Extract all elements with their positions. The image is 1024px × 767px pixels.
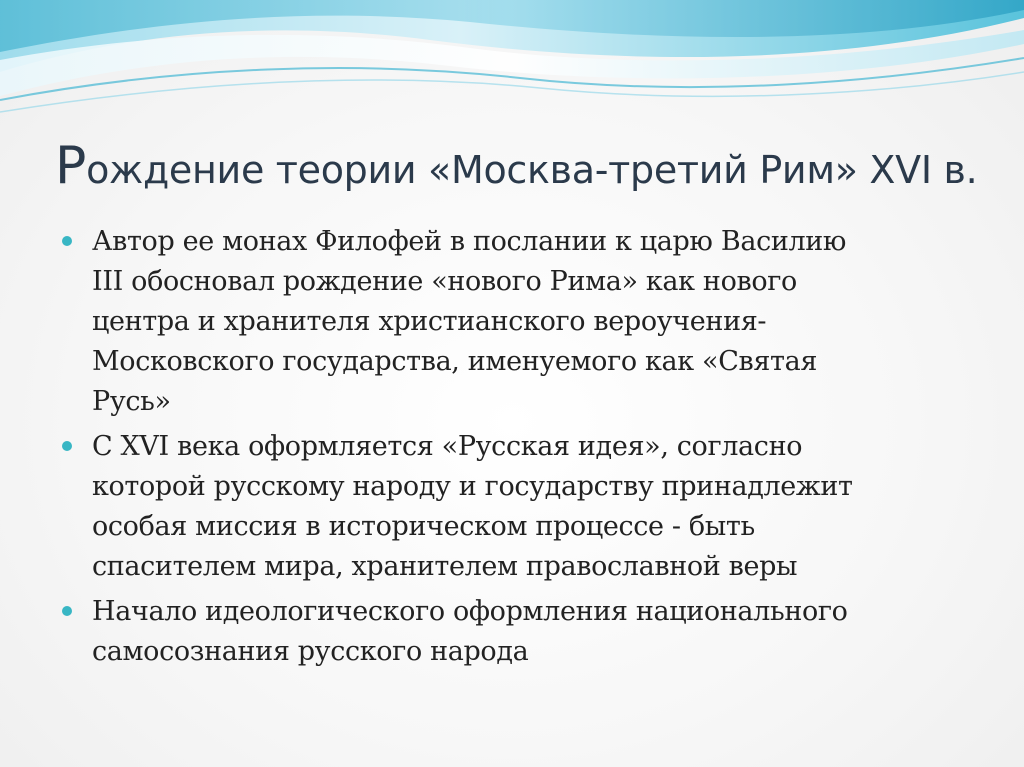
bullet-item	[60, 592, 960, 672]
bullet-dot-icon	[62, 236, 72, 246]
header-wave-decoration	[0, 0, 1024, 130]
bullet-line: Московского государства, именуемого как «Святая	[92, 346, 818, 377]
bullet-line: Русь»	[92, 386, 171, 417]
bullet-line: Начало идеологического оформления национального	[92, 596, 848, 627]
bullet-line: спасителем мира, хранителем православной веры	[92, 551, 798, 582]
slide-title	[55, 138, 1005, 198]
bullet-line: самосознания русского народа	[92, 636, 529, 667]
bullet-line: С XVI века оформляется «Русская идея», согласно	[92, 431, 803, 462]
bullet-item	[60, 222, 960, 422]
bullet-line: центра и хранителя христианского вероучения-	[92, 306, 767, 337]
bullet-dot-icon	[62, 606, 72, 616]
bullet-line: особая миссия в историческом процессе - быть	[92, 511, 755, 542]
title-text: ождение теории «Москва-третий Рим» XVI в.	[86, 148, 978, 192]
bullet-dot-icon	[62, 441, 72, 451]
bullet-list	[60, 222, 960, 677]
bullet-line: которой русскому народу и государству принадлежит	[92, 471, 853, 502]
title-initial-letter: Р	[55, 136, 87, 196]
bullet-line: III обосновал рождение «нового Рима» как нового	[92, 266, 797, 297]
bullet-line: Автор ее монах Филофей в послании к царю Василию	[92, 226, 847, 257]
bullet-item	[60, 427, 960, 587]
